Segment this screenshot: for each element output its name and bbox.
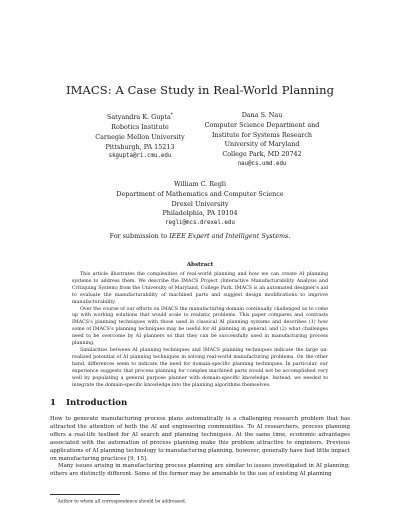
introduction-body (50, 416, 350, 479)
author-affiliation: Carnegie Mellon University (95, 132, 185, 141)
author-email: regli@mcs.drexel.edu (165, 220, 235, 227)
author-email: skgupta@ri.cmu.edu (108, 153, 172, 160)
author-affiliation: Department of Mathematics and Computer Science (116, 189, 284, 198)
author-block-nau (186, 111, 338, 170)
author-affiliation: University of Maryland (224, 140, 300, 149)
section-title: Introduction (66, 398, 128, 408)
author-affiliation: Robotics Institute (111, 122, 169, 131)
paper-title: IMACS: A Case Study in Real-World Planning (65, 83, 335, 97)
body-paragraph: How to generate manufacturing process plans automatically is a challenging research problem that has attracted the attention of both the AI and engineering communities. To AI researchers, process planning offers a real-life testbed for AI search and planning techniques. At the same time, economic advantages associated with the automation of process planning make this problem attractive to engineers. Previous applications of AI planning technology to manufacturing planning, however, generally have had little impact on manufacturing practices [9, 15]. (50, 416, 350, 462)
submission-note: For submission to IEEE Expert and Intelligent Systems. (109, 232, 291, 240)
author-affiliation: Institute for Systems Research (211, 130, 313, 139)
footnote: *Author to whom all correspondence should be addressed. (56, 497, 187, 505)
abstract-heading: Abstract (186, 262, 214, 268)
author-block-regli (110, 180, 290, 229)
abstract-paragraph: This article illustrates the complexities of real-world planning and how we can create AI planning systems to address them. We describe the IMACS Project (Interactive Manufacturability Analysis and Critiquing System) from the University of Maryland, College Park. IMACS is an automated designer's aid to evaluate the manufacturability of machined parts and suggest design modifications to improve manufacturability. (72, 272, 328, 305)
author-address: Pittsburgh, PA 15213 (105, 142, 175, 151)
abstract-body (72, 272, 328, 389)
footnote-mark: * (56, 497, 58, 501)
author-footnote-mark: * (170, 113, 174, 118)
author-address: College Park, MD 20742 (222, 150, 302, 159)
author-block-gupta (80, 111, 200, 162)
author-affiliation: Drexel University (171, 199, 229, 208)
author-affiliation: Computer Science Department and (204, 120, 320, 129)
submission-venue: IEEE Expert and Intelligent Systems (169, 232, 289, 240)
section-heading (50, 398, 127, 408)
author-email: nau@cs.umd.edu (237, 160, 287, 167)
abstract-paragraph: Over the course of our efforts on IMACS the manufacturing domain continually challenged us to come up with working solutions that would scale to realistic problems. This paper compares and contrasts IMACS's planning techniques with those used in classical AI planning systems and describes (1) how some of IMACS's planning techniques may be useful for AI planning in general, and (2) what challenges need to be overcome by AI planners so that they can be successfully used in manufacturing process planning. (72, 306, 328, 347)
author-address: Philadelphia, PA 19104 (162, 209, 238, 218)
footnote-rule (50, 494, 120, 495)
author-name: Satyandra K. Gupta* (106, 113, 174, 122)
body-paragraph: Many issues arising in manufacturing process planning are similar to issues investigated in AI planning; others are distinctly different. Some of the former may be amenable to the use of existing AI planning (50, 463, 350, 478)
author-name: Dana S. Nau (241, 111, 283, 119)
abstract-paragraph: Similarities between AI planning techniques and IMACS planning techniques indicate the large un-realized potential of AI planning techniques in solving real-world manufacturing problems. On the other hand, differences seem to indicate the need for domain-specific planning techniques. In particular, our experience suggests that process planning for complex machined parts would not be accomplished very well by populating a general purpose planner with domain-specific knowledge. Instead, we needed to integrate the domain-specific knowledge into the planning algorithms themselves. (72, 347, 328, 388)
author-name: William C. Regli (173, 180, 227, 188)
section-number: 1 (50, 398, 56, 408)
